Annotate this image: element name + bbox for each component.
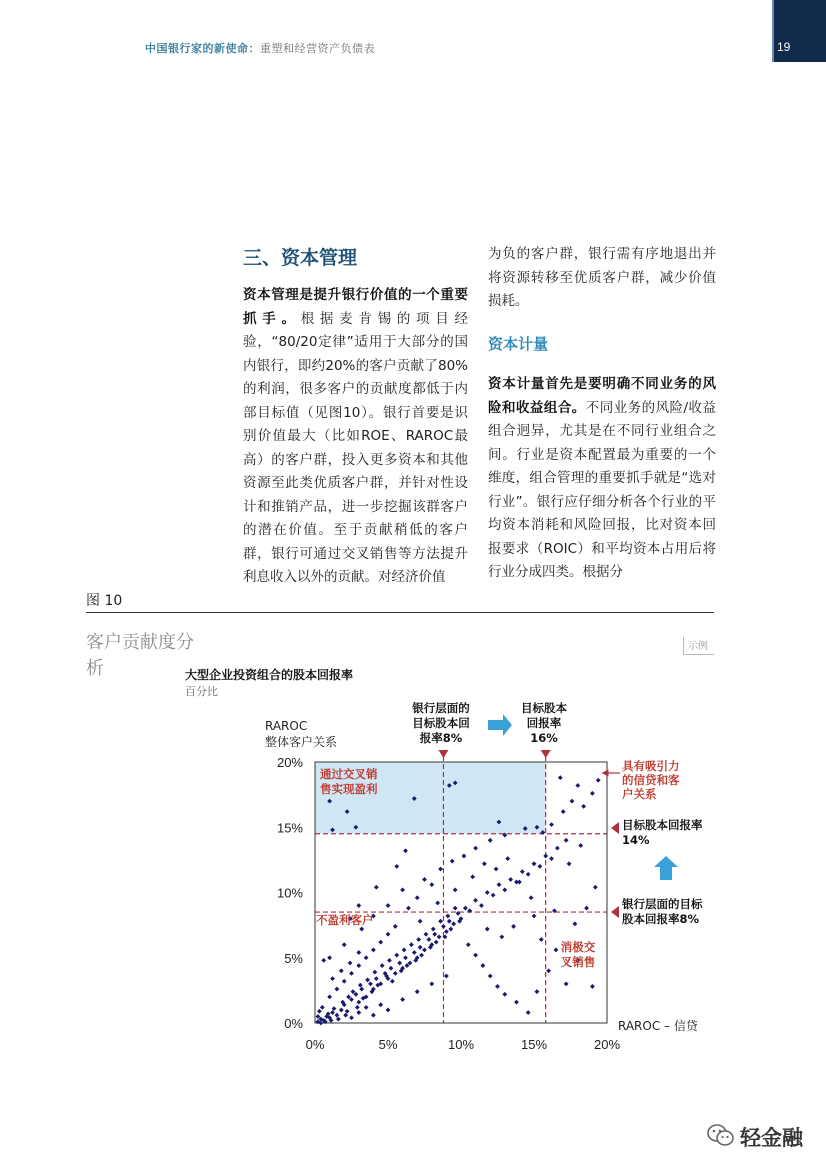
data-point	[371, 1013, 376, 1018]
data-point	[400, 997, 405, 1002]
data-point	[339, 1008, 344, 1013]
data-point	[429, 882, 434, 887]
header-title: 中国银行家的新使命：	[145, 42, 260, 55]
data-point	[356, 1000, 361, 1005]
data-point	[356, 963, 361, 968]
data-point	[429, 981, 434, 986]
data-point	[432, 932, 437, 937]
data-point	[564, 838, 569, 843]
data-point	[431, 927, 436, 932]
data-point	[403, 955, 408, 960]
data-point	[558, 775, 563, 780]
data-point	[336, 1017, 341, 1022]
attractive-note-line1: 具有吸引力	[622, 759, 680, 773]
data-point	[335, 1013, 340, 1018]
data-point	[435, 901, 440, 906]
y-tick-label: 20%	[276, 755, 303, 770]
data-point	[529, 895, 534, 900]
passive-cross-sell-line1: 消极交	[560, 940, 596, 954]
data-point	[570, 799, 575, 804]
x-tick-label: 5%	[378, 1037, 398, 1052]
data-point	[488, 974, 493, 979]
y-tick-label: 5%	[284, 950, 303, 966]
data-point	[554, 948, 559, 953]
data-point	[543, 854, 548, 859]
data-point	[473, 953, 478, 958]
x-tick-label: 10%	[447, 1037, 475, 1052]
data-point	[491, 893, 496, 898]
data-point	[327, 995, 332, 1000]
data-point	[348, 961, 353, 966]
attractive-note-line3: 户关系	[622, 787, 657, 801]
x-tick-label: 0%	[305, 1037, 325, 1052]
data-point	[535, 989, 540, 994]
data-point	[422, 877, 427, 882]
data-point	[355, 1005, 360, 1010]
data-point	[403, 848, 408, 853]
data-point	[575, 783, 580, 788]
data-point	[539, 937, 544, 942]
data-point	[479, 903, 484, 908]
data-point	[499, 934, 504, 939]
data-point	[593, 885, 598, 890]
data-point	[394, 864, 399, 869]
data-point	[416, 937, 421, 942]
data-point	[419, 953, 424, 958]
right-bank-pointer	[611, 906, 619, 918]
data-point	[342, 942, 347, 947]
data-point	[402, 948, 407, 953]
data-point	[378, 940, 383, 945]
data-point	[317, 1009, 322, 1014]
top-bank-note-line3: 报率8%	[419, 731, 463, 745]
y-tick-label: 15%	[276, 820, 303, 836]
right-target-note-line1: 目标股本回报率	[622, 818, 703, 832]
figure-label: 图 10	[86, 593, 123, 609]
unprofitable-note: 不盈利客户	[316, 913, 374, 927]
data-point	[330, 976, 335, 981]
subheading-capital-measurement: 资本计量	[488, 335, 549, 353]
x-axis-label: RAROC – 信贷	[618, 1019, 698, 1033]
data-point	[386, 903, 391, 908]
data-point	[546, 968, 551, 973]
data-point	[371, 948, 376, 953]
data-point	[406, 906, 411, 911]
data-point	[426, 937, 431, 942]
data-point	[596, 778, 601, 783]
figure-title: 客户贡献度分析	[86, 632, 194, 679]
data-point	[441, 924, 446, 929]
data-point	[473, 898, 478, 903]
data-point	[372, 970, 377, 975]
x-tick-label: 15%	[520, 1037, 548, 1052]
bank-target-marker	[438, 750, 448, 758]
header-subtitle: 重塑和经营资产负债表	[260, 42, 375, 55]
data-point	[345, 1009, 350, 1014]
passive-cross-sell-line2: 叉销售	[560, 955, 596, 969]
data-point	[349, 1015, 354, 1020]
data-point	[321, 958, 326, 963]
top-bank-note-line2: 目标股本回	[412, 716, 470, 730]
right-lead-sentence: 资本计量首先是要明确不同业务的风险和收益组合。	[488, 376, 716, 416]
data-point	[365, 978, 370, 983]
data-point	[445, 914, 450, 919]
up-arrow-icon	[654, 856, 678, 880]
data-point	[356, 903, 361, 908]
data-point	[564, 981, 569, 986]
chart-unit: 百分比	[185, 685, 218, 698]
data-point	[485, 927, 490, 932]
data-point	[485, 890, 490, 895]
data-point	[572, 921, 577, 926]
data-point	[342, 979, 347, 984]
y-axis-label-line1: RAROC	[265, 719, 308, 733]
data-point	[502, 887, 507, 892]
data-point	[494, 867, 499, 872]
data-point	[356, 950, 361, 955]
data-point	[453, 887, 458, 892]
data-point	[451, 921, 456, 926]
data-point	[462, 854, 467, 859]
data-point	[380, 963, 385, 968]
data-point	[444, 974, 449, 979]
data-point	[389, 966, 394, 971]
data-point	[448, 927, 453, 932]
y-tick-label: 0%	[284, 1016, 303, 1031]
chart-title: 大型企业投资组合的股本回报率	[185, 668, 354, 682]
data-point	[418, 945, 423, 950]
data-point	[532, 861, 537, 866]
data-point	[359, 987, 364, 992]
example-tag: 示例	[683, 637, 714, 655]
left-body-text: 根据麦肯锡的项目经验，“80/20定律”适用于大部分的国内银行，即约20%的客户贡献了80%的利润，很多客户的贡献度都低于内部目标值（见图10）。银行首要是识别价值最大（比如ROE、RAROC最高）的客户群，投入更多资本和其他资源至此类优质客户群，并针对性设计和推销产品，进一步挖掘该群客户的潜在价值。至于贡献稍低的客户群，银行可通过交叉销售等方法提升利息收入以外的贡献。对经济价值	[243, 310, 469, 585]
data-point	[378, 1002, 383, 1007]
right-body-text: 不同业务的风险/收益组合迥异，尤其是在不同行业组合之间。行业是资本配置最为重要的一个维度，组合管理的重要抓手就是“选对行业”。银行应仔细分析各个行业的平均资本消耗和风险回报，比对资本回报要求（ROIC）和平均资本占用后将行业分成四类。根据分	[488, 399, 716, 580]
top-bank-note-line1: 银行层面的	[412, 701, 470, 715]
watermark-text: 轻金融	[740, 1126, 803, 1150]
attractive-note-line2: 的信贷和客	[622, 773, 680, 787]
data-point	[409, 942, 414, 947]
data-point	[532, 914, 537, 919]
data-point	[327, 955, 332, 960]
right-target-note-line2: 14%	[622, 833, 650, 847]
data-point	[374, 885, 379, 890]
data-point	[386, 1008, 391, 1013]
data-point	[386, 932, 391, 937]
data-point	[470, 874, 475, 879]
data-point	[359, 927, 364, 932]
data-point	[400, 887, 405, 892]
data-point	[434, 940, 439, 945]
data-point	[482, 861, 487, 866]
data-point	[438, 919, 443, 924]
data-point	[526, 872, 531, 877]
left-lead-sentence: 资本管理是提升银行价值的一个重要抓手。	[243, 287, 468, 327]
data-point	[393, 924, 398, 929]
data-point	[415, 895, 420, 900]
data-point	[397, 961, 402, 966]
data-point	[422, 948, 427, 953]
data-point	[590, 984, 595, 989]
data-point	[517, 880, 522, 885]
data-point	[555, 846, 560, 851]
data-point	[578, 843, 583, 848]
data-point	[320, 1005, 325, 1010]
page-number: 19	[777, 40, 791, 54]
data-point	[349, 971, 354, 976]
data-point	[332, 1006, 337, 1011]
data-point	[364, 1005, 369, 1010]
data-point	[335, 987, 340, 992]
data-point	[437, 934, 442, 939]
data-point	[390, 979, 395, 984]
data-point	[453, 906, 458, 911]
right-bank-note-line2: 股本回报率8%	[622, 912, 700, 926]
data-point	[481, 963, 486, 968]
right-bank-note-line1: 银行层面的目标	[622, 897, 703, 911]
data-point	[447, 919, 452, 924]
data-point	[473, 846, 478, 851]
data-point	[374, 976, 379, 981]
data-point	[368, 981, 373, 986]
data-point	[520, 869, 525, 874]
data-point	[387, 958, 392, 963]
data-point	[394, 953, 399, 958]
data-point	[590, 791, 595, 796]
target-marker	[541, 750, 551, 758]
data-point	[561, 809, 566, 814]
data-point	[466, 942, 471, 947]
data-point	[438, 867, 443, 872]
y-axis-label-line2: 整体客户关系	[265, 735, 338, 749]
data-point	[495, 984, 500, 989]
data-point	[450, 859, 455, 864]
data-point	[497, 882, 502, 887]
data-point	[343, 1013, 348, 1018]
data-point	[511, 924, 516, 929]
data-point	[330, 1010, 335, 1015]
data-point	[514, 1000, 519, 1005]
x-tick-label: 20%	[593, 1037, 621, 1052]
section-heading: 三、资本管理	[243, 247, 358, 269]
wechat-icon	[706, 1121, 736, 1149]
data-point	[356, 1010, 361, 1015]
data-point	[393, 971, 398, 976]
data-point	[549, 822, 554, 827]
data-point	[537, 864, 542, 869]
data-point	[526, 1010, 531, 1015]
data-point	[488, 838, 493, 843]
data-point	[502, 992, 507, 997]
cross-sell-note-line2: 售实现盈利	[320, 782, 378, 796]
top-target-note-line3: 16%	[530, 731, 558, 745]
data-point	[581, 804, 586, 809]
data-point	[364, 955, 369, 960]
right-arrow-icon	[488, 714, 512, 736]
y-tick-label: 10%	[276, 885, 303, 901]
top-target-note-line1: 目标股本	[521, 701, 567, 715]
data-point	[415, 989, 420, 994]
data-point	[549, 856, 554, 861]
data-point	[358, 983, 363, 988]
top-target-note-line2: 回报率	[526, 716, 562, 730]
data-point	[339, 968, 344, 973]
data-point	[444, 929, 449, 934]
data-point	[505, 856, 510, 861]
data-point	[418, 919, 423, 924]
right-top-text: 为负的客户群，银行需有序地退出并将资源转移至优质客户群，减少价值损耗。	[488, 246, 716, 309]
data-point	[584, 906, 589, 911]
right-target-pointer	[611, 822, 619, 834]
data-point	[508, 877, 513, 882]
cross-sell-note-line1: 通过交叉销	[320, 767, 378, 781]
data-point	[412, 950, 417, 955]
data-point	[463, 906, 468, 911]
data-point	[567, 861, 572, 866]
data-point	[424, 932, 429, 937]
